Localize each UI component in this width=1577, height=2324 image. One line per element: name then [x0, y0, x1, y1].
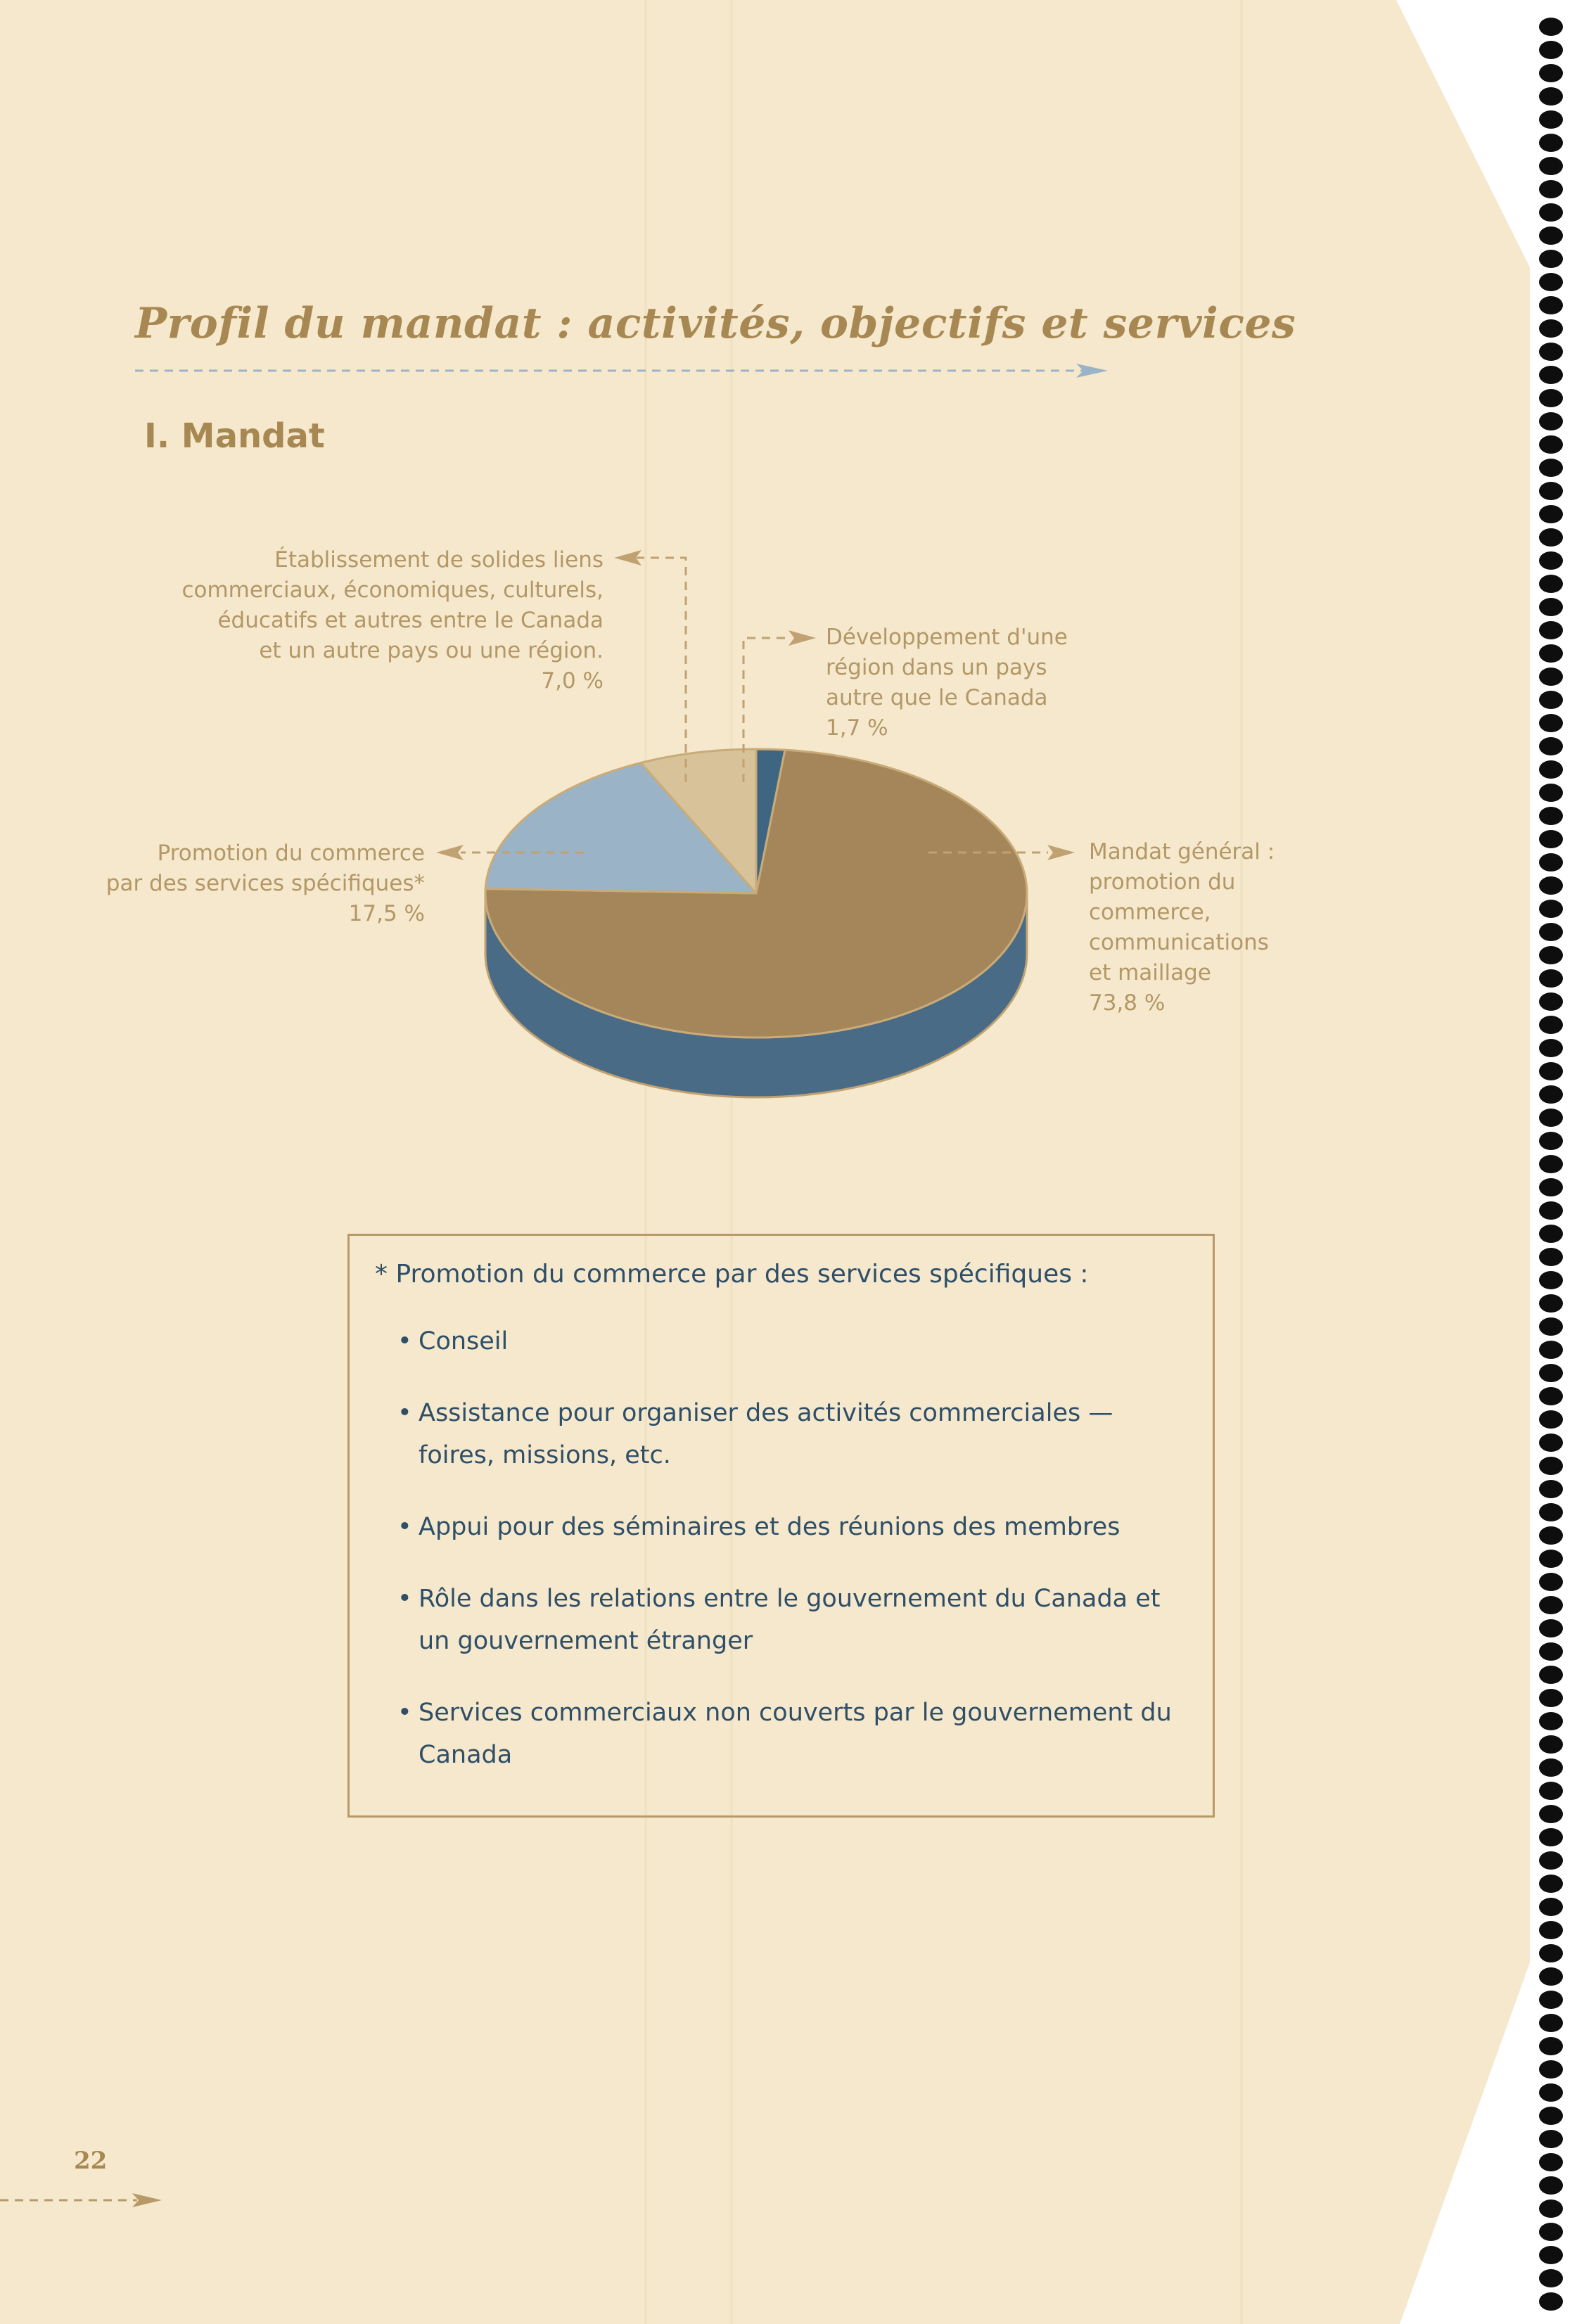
note-box-list [397, 1320, 1192, 1806]
label-line: et maillage [1089, 960, 1211, 985]
binding-hole [1539, 1248, 1563, 1266]
label-line: éducatifs et autres entre le Canada [217, 608, 604, 633]
label-value: 73,8 % [1089, 990, 1166, 1016]
binding-hole [1539, 784, 1563, 802]
binding-hole [1539, 435, 1563, 454]
list-item: • Appui pour des séminaires et des réunions des membres [397, 1506, 1192, 1548]
binding-hole [1539, 1689, 1563, 1707]
binding-hole [1539, 366, 1563, 384]
binding-hole [1539, 691, 1563, 709]
label-line: Promotion du commerce [157, 841, 425, 866]
pie-chart [485, 749, 1027, 1097]
label-line: promotion du [1089, 869, 1236, 895]
binding-hole [1539, 1758, 1563, 1777]
label-promotion [106, 838, 425, 929]
binding-hole [1539, 296, 1563, 314]
binding-hole [1539, 18, 1563, 36]
label-line: communications [1089, 930, 1269, 955]
binding-hole [1539, 1712, 1563, 1730]
binding-hole [1539, 273, 1563, 291]
binding-hole [1539, 1782, 1563, 1800]
binding-hole [1539, 528, 1563, 547]
list-item: • Rôle dans les relations entre le gouvernement du Canada et un gouvernement étranger [397, 1578, 1192, 1662]
binding-hole [1539, 992, 1563, 1011]
binding-hole [1539, 2292, 1563, 2311]
binding-hole [1539, 1225, 1563, 1243]
binding-hole [1539, 250, 1563, 268]
binding-hole [1539, 1410, 1563, 1429]
binding-hole [1539, 1619, 1563, 1637]
binding-hole [1539, 1828, 1563, 1846]
binding-hole [1539, 1294, 1563, 1313]
binding-hole [1539, 343, 1563, 361]
page-number: 22 [74, 2147, 108, 2175]
binding-hole [1539, 1480, 1563, 1498]
binding-hole [1539, 2037, 1563, 2055]
binding-hole [1539, 157, 1563, 175]
binding-hole [1539, 180, 1563, 198]
binding-hole [1539, 598, 1563, 616]
binding-hole [1539, 1875, 1563, 1893]
note-box-heading: * Promotion du commerce par des services spécifiques : [375, 1260, 1089, 1289]
binding-hole [1539, 2060, 1563, 2079]
binding-hole [1539, 668, 1563, 686]
binding-hole [1539, 389, 1563, 407]
binding-hole [1539, 1596, 1563, 1614]
binding-hole [1539, 2153, 1563, 2171]
label-line: et un autre pays ou une région. [259, 638, 604, 663]
binding-hole [1539, 1364, 1563, 1382]
label-line: Établissement de solides liens [274, 547, 604, 573]
binding-hole [1539, 969, 1563, 988]
label-value: 1,7 % [826, 715, 888, 741]
binding-hole [1539, 830, 1563, 848]
binding-hole [1539, 1503, 1563, 1521]
label-line: Mandat général : [1089, 839, 1275, 864]
binding-hole [1539, 853, 1563, 872]
binding-hole [1539, 1967, 1563, 1986]
binding-hole [1539, 551, 1563, 570]
binding-hole [1539, 1039, 1563, 1057]
note-box [347, 1234, 1215, 1818]
binding-hole [1539, 923, 1563, 941]
binding-hole [1539, 1457, 1563, 1475]
binding-hole [1539, 1642, 1563, 1661]
binding-hole [1539, 876, 1563, 895]
binding-hole [1539, 1085, 1563, 1104]
binding-hole [1539, 1062, 1563, 1080]
spiral-binding [1539, 18, 1563, 2311]
binding-hole [1539, 760, 1563, 779]
binding-hole [1539, 737, 1563, 755]
binding-hole [1539, 110, 1563, 129]
binding-hole [1539, 1109, 1563, 1127]
binding-hole [1539, 2246, 1563, 2264]
binding-hole [1539, 1178, 1563, 1196]
binding-hole [1539, 1898, 1563, 1916]
binding-hole [1539, 412, 1563, 430]
label-value: 17,5 % [348, 901, 425, 926]
binding-hole [1539, 946, 1563, 964]
label-line: autre que le Canada [826, 685, 1048, 710]
binding-hole [1539, 807, 1563, 825]
binding-hole [1539, 644, 1563, 663]
binding-hole [1539, 2223, 1563, 2241]
binding-hole [1539, 2130, 1563, 2148]
list-item: • Conseil [397, 1320, 1192, 1362]
binding-hole [1539, 1991, 1563, 2009]
binding-hole [1539, 2269, 1563, 2287]
binding-hole [1539, 2176, 1563, 2195]
binding-hole [1539, 1201, 1563, 1220]
section-heading: I. Mandat [144, 416, 325, 456]
binding-hole [1539, 1132, 1563, 1150]
label-line: Développement d'une [826, 625, 1068, 650]
binding-hole [1539, 621, 1563, 639]
binding-hole [1539, 1550, 1563, 1568]
list-item: • Services commerciaux non couverts par le gouvernement du Canada [397, 1692, 1192, 1776]
binding-hole [1539, 2014, 1563, 2032]
binding-hole [1539, 2107, 1563, 2125]
binding-hole [1539, 1271, 1563, 1289]
binding-hole [1539, 2083, 1563, 2102]
binding-hole [1539, 1666, 1563, 1684]
label-value: 7,0 % [541, 668, 604, 694]
label-etablissement [181, 545, 604, 696]
binding-hole [1539, 134, 1563, 152]
binding-hole [1539, 1573, 1563, 1591]
binding-hole [1539, 714, 1563, 732]
label-developpement [826, 622, 1068, 743]
label-line: par des services spécifiques* [106, 871, 425, 896]
binding-hole [1539, 1317, 1563, 1336]
list-item: • Assistance pour organiser des activités commerciales — foires, missions, etc. [397, 1392, 1192, 1476]
binding-hole [1539, 226, 1563, 245]
binding-hole [1539, 1851, 1563, 1870]
binding-hole [1539, 1944, 1563, 1962]
binding-hole [1539, 575, 1563, 593]
label-line: commerce, [1089, 900, 1211, 925]
binding-hole [1539, 319, 1563, 338]
page-title: Profil du mandat : activités, objectifs et services [135, 299, 1296, 348]
binding-hole [1539, 1434, 1563, 1452]
label-line: commerciaux, économiques, culturels, [181, 577, 604, 603]
binding-hole [1539, 505, 1563, 523]
binding-hole [1539, 1341, 1563, 1359]
binding-hole [1539, 900, 1563, 918]
binding-hole [1539, 2200, 1563, 2218]
binding-hole [1539, 1526, 1563, 1545]
binding-hole [1539, 1155, 1563, 1173]
binding-hole [1539, 1387, 1563, 1405]
binding-hole [1539, 1016, 1563, 1034]
binding-hole [1539, 1921, 1563, 1939]
binding-hole [1539, 1805, 1563, 1823]
binding-hole [1539, 64, 1563, 82]
binding-hole [1539, 459, 1563, 477]
binding-hole [1539, 87, 1563, 106]
binding-hole [1539, 41, 1563, 59]
label-line: région dans un pays [826, 655, 1047, 680]
binding-hole [1539, 203, 1563, 222]
binding-hole [1539, 1735, 1563, 1754]
binding-hole [1539, 482, 1563, 500]
label-mandat [1089, 837, 1275, 1019]
